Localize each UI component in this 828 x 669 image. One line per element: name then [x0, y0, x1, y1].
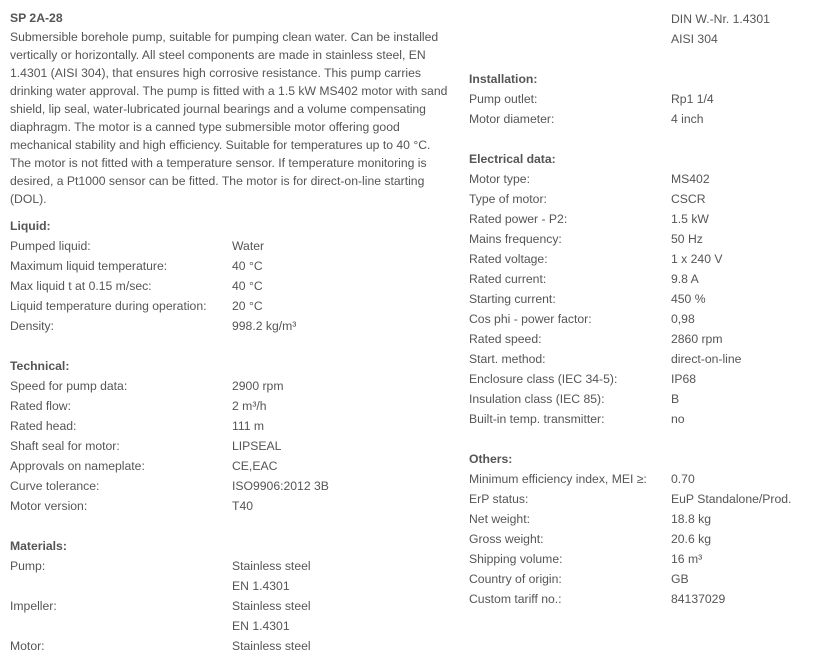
spec-row	[10, 296, 450, 316]
spec-value: LIPSEAL	[232, 439, 282, 453]
spec-value-line: EN 1.4301	[232, 579, 290, 593]
spec-row	[469, 589, 824, 609]
spec-row	[10, 276, 450, 296]
spec-row	[469, 9, 824, 29]
spec-row	[469, 269, 824, 289]
spec-value: no	[671, 412, 685, 426]
spec-value: 9.8 A	[671, 272, 699, 286]
spec-value: DIN W.-Nr. 1.4301	[671, 12, 770, 26]
technical-section	[10, 356, 450, 516]
spec-row	[469, 89, 824, 109]
spec-value: direct-on-line	[671, 352, 742, 366]
installation-section	[469, 69, 824, 129]
spec-value: 0.70	[671, 472, 695, 486]
spec-label: Starting current:	[469, 292, 556, 306]
spec-value: CE,EAC	[232, 459, 278, 473]
spec-label: Motor version:	[10, 499, 88, 513]
spec-label: Custom tariff no.:	[469, 592, 562, 606]
spec-label: Shaft seal for motor:	[10, 439, 120, 453]
spec-label: Net weight:	[469, 512, 530, 526]
spec-value-line: Stainless steel	[232, 559, 311, 573]
spec-label: Minimum efficiency index, MEI ≥:	[469, 472, 647, 486]
materials-section	[10, 536, 450, 656]
spec-row	[469, 29, 824, 49]
spec-value: 84137029	[671, 592, 726, 606]
spec-value: IP68	[671, 372, 697, 386]
spec-row	[469, 309, 824, 329]
spec-row	[10, 556, 450, 596]
spec-row	[469, 169, 824, 189]
spec-label: Rated flow:	[10, 399, 71, 413]
spec-value: ISO9906:2012 3B	[232, 479, 329, 493]
spec-row	[469, 409, 824, 429]
spec-row	[10, 476, 450, 496]
spec-row	[469, 469, 824, 489]
spec-row	[10, 316, 450, 336]
spec-label: Rated head:	[10, 419, 77, 433]
spec-row	[10, 416, 450, 436]
section-heading-technical: Technical:	[10, 359, 70, 373]
spec-row	[10, 436, 450, 456]
spec-row	[469, 289, 824, 309]
spec-value	[232, 596, 311, 636]
spec-label: ErP status:	[469, 492, 529, 506]
spec-label: Approvals on nameplate:	[10, 459, 145, 473]
spec-row	[469, 189, 824, 209]
spec-label: Mains frequency:	[469, 232, 562, 246]
spec-row	[10, 256, 450, 276]
spec-value: 111 m	[232, 419, 265, 433]
spec-value: B	[671, 392, 680, 406]
spec-label: Country of origin:	[469, 572, 562, 586]
spec-value: 2860 rpm	[671, 332, 723, 346]
spec-row	[469, 509, 824, 529]
section-heading-installation: Installation:	[469, 72, 538, 86]
spec-row	[10, 496, 450, 516]
spec-row	[469, 209, 824, 229]
spec-row	[469, 329, 824, 349]
spec-value: 4 inch	[671, 112, 704, 126]
spec-label: Motor diameter:	[469, 112, 555, 126]
spec-label: Pump:	[10, 559, 46, 573]
spec-value: 1.5 kW	[671, 212, 709, 226]
spec-label: Pumped liquid:	[10, 239, 91, 253]
electrical-section	[469, 149, 824, 429]
spec-value-line: Stainless steel	[232, 599, 311, 613]
spec-row	[10, 396, 450, 416]
spec-value: 0,98	[671, 312, 695, 326]
spec-row	[469, 529, 824, 549]
spec-label: Rated speed:	[469, 332, 542, 346]
spec-value: AISI 304	[671, 32, 718, 46]
spec-value: 40 °C	[232, 279, 263, 293]
spec-row	[469, 389, 824, 409]
spec-label: Rated power - P2:	[469, 212, 568, 226]
spec-label: Liquid temperature during operation:	[10, 299, 207, 313]
spec-label: Curve tolerance:	[10, 479, 100, 493]
spec-label: Max liquid t at 0.15 m/sec:	[10, 279, 152, 293]
spec-label: Shipping volume:	[469, 552, 563, 566]
spec-value: 16 m³	[671, 552, 703, 566]
spec-value: 1 x 240 V	[671, 252, 723, 266]
spec-row	[469, 249, 824, 269]
spec-row	[10, 456, 450, 476]
others-section	[469, 449, 824, 609]
spec-row	[469, 569, 824, 589]
spec-label: Cos phi - power factor:	[469, 312, 592, 326]
spec-value: Stainless steel	[232, 639, 311, 653]
spec-row	[469, 109, 824, 129]
spec-value: 998.2 kg/m³	[232, 319, 297, 333]
motor-material-continuation	[469, 9, 824, 49]
spec-label: Maximum liquid temperature:	[10, 259, 168, 273]
section-heading-electrical: Electrical data:	[469, 152, 556, 166]
spec-value: GB	[671, 572, 689, 586]
spec-label: Gross weight:	[469, 532, 544, 546]
spec-label: Impeller:	[10, 599, 57, 613]
spec-row	[10, 236, 450, 256]
spec-value: 40 °C	[232, 259, 263, 273]
spec-label: Built-in temp. transmitter:	[469, 412, 605, 426]
spec-label: Motor type:	[469, 172, 530, 186]
spec-row	[469, 549, 824, 569]
spec-value: 20 °C	[232, 299, 263, 313]
spec-label: Pump outlet:	[469, 92, 538, 106]
spec-value: 50 Hz	[671, 232, 703, 246]
spec-value: 2 m³/h	[232, 399, 267, 413]
section-heading-liquid: Liquid:	[10, 219, 51, 233]
product-title: SP 2A-28	[10, 11, 63, 25]
spec-value: 450 %	[671, 292, 706, 306]
spec-value: Rp1 1/4	[671, 92, 714, 106]
spec-row	[469, 349, 824, 369]
spec-value: CSCR	[671, 192, 706, 206]
spec-label: Start. method:	[469, 352, 546, 366]
liquid-section	[10, 216, 450, 336]
spec-value: 18.8 kg	[671, 512, 711, 526]
spec-label: Density:	[10, 319, 55, 333]
spec-value: Water	[232, 239, 265, 253]
spec-row	[10, 596, 450, 636]
spec-value: T40	[232, 499, 254, 513]
spec-label: Type of motor:	[469, 192, 547, 206]
spec-label: Enclosure class (IEC 34-5):	[469, 372, 618, 386]
spec-row	[469, 489, 824, 509]
section-heading-materials: Materials:	[10, 539, 67, 553]
spec-value: 20.6 kg	[671, 532, 711, 546]
spec-value: EuP Standalone/Prod.	[671, 492, 792, 506]
spec-label: Motor:	[10, 639, 45, 653]
spec-row	[10, 376, 450, 396]
spec-value	[232, 556, 311, 596]
product-description: Submersible borehole pump, suitable for pumping clean water. Can be installed vertically or horizontally. All steel components are made in stainless steel, EN 1.4301 (AISI 304), that ensures high corrosive resistance. This pump carries drinking water approval. The pump is fitted with a 1.5 kW MS402 motor with sand shield, lip seal, water-lubricated journal bearings and a volume compensating diaphragm. The motor is a canned type submersible motor offering good mechanical stability and high efficiency. Suitable for temperatures up to 40 °C. The motor is not fitted with a temperature sensor. If temperature monitoring is desired, a Pt1000 sensor can be fitted. The motor is for direct-on-line starting (DOL).	[10, 30, 448, 206]
spec-value-line: EN 1.4301	[232, 619, 290, 633]
spec-label: Insulation class (IEC 85):	[469, 392, 605, 406]
spec-label: Rated voltage:	[469, 252, 548, 266]
spec-row	[10, 636, 450, 656]
spec-row	[469, 369, 824, 389]
section-heading-others: Others:	[469, 452, 513, 466]
spec-label: Rated current:	[469, 272, 547, 286]
spec-value: MS402	[671, 172, 710, 186]
spec-row	[469, 229, 824, 249]
spec-label: Speed for pump data:	[10, 379, 128, 393]
spec-value: 2900 rpm	[232, 379, 284, 393]
